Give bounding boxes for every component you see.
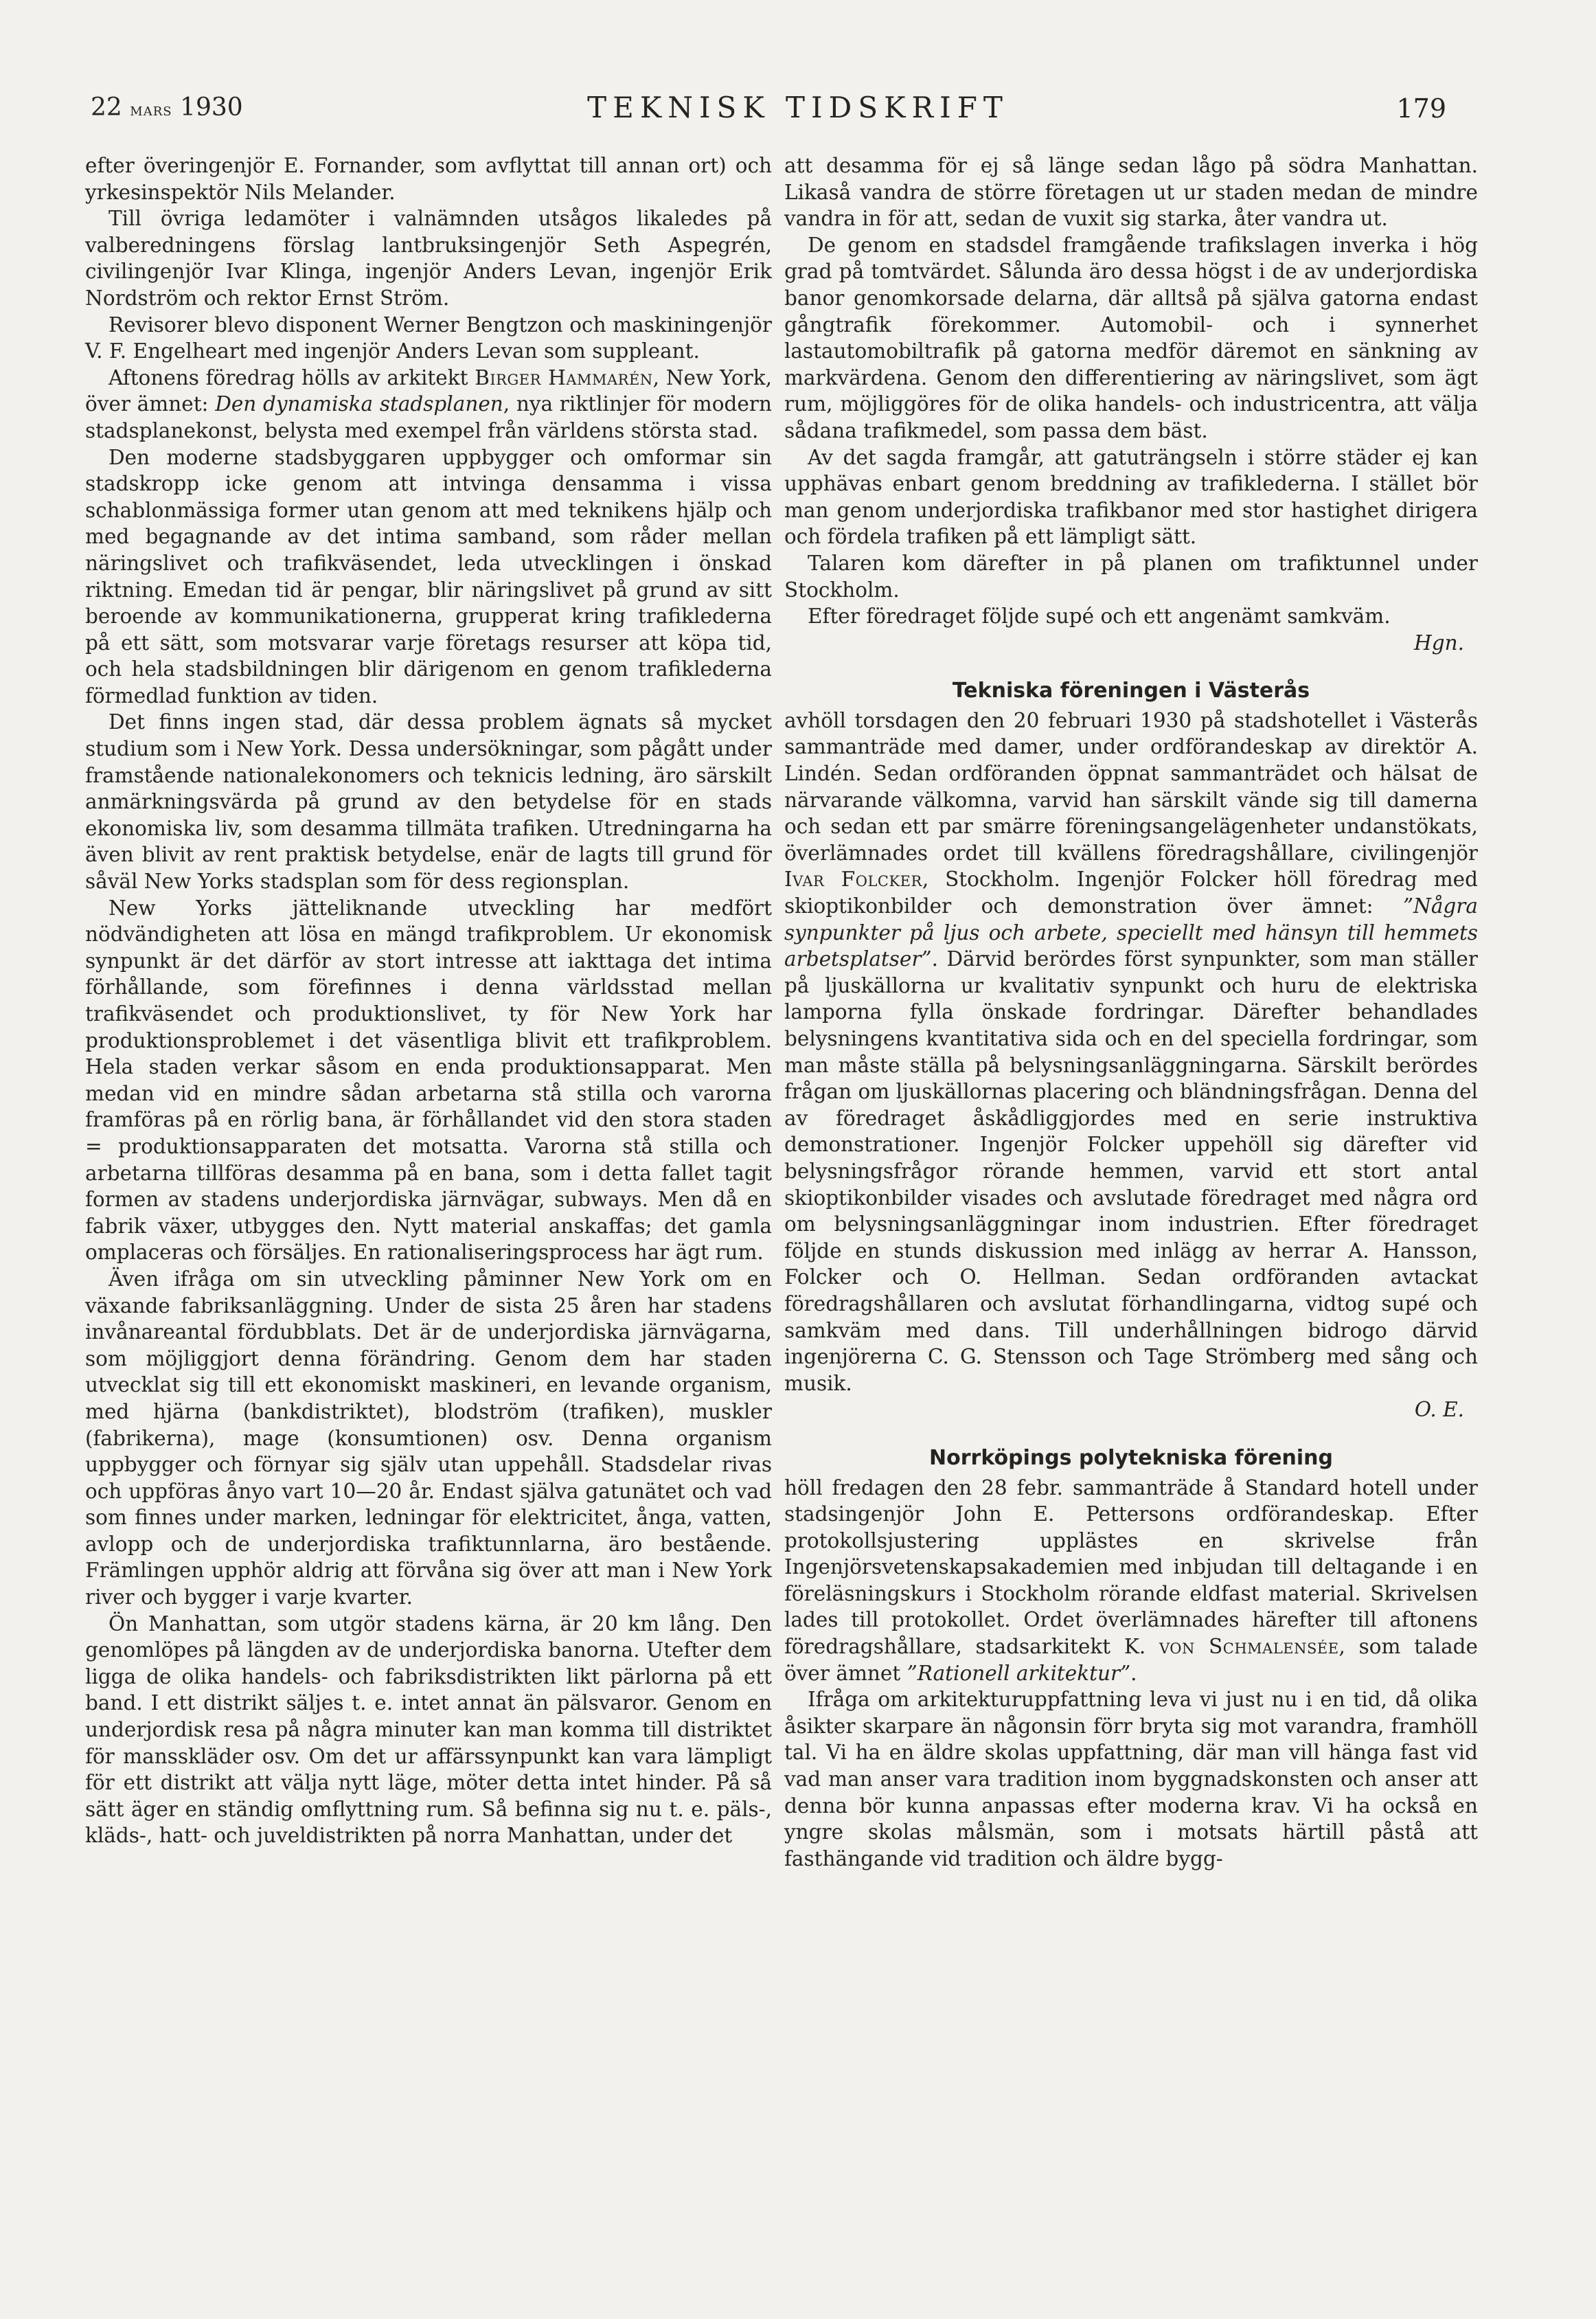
paragraph: Även ifråga om sin utveckling påminner New York om en växande fabriksanläggning. Under de sista 25 åren har stadens invånareantal fördubblats. Det är de underjordiska järnvägarna, som möjliggjort denna förändring. Genom dem har staden utvecklat sig till ett ekonomiskt maskineri, en levande organism, med hjärna (bankdistriktet), blodström (trafiken), muskler (fabrikerna), mage (konsumtionen) osv. Denna organism uppbygger och förnyar sig själv utan uppehåll. Stadsdelar rivas och uppföras ånyo vart 10—20 år. Endast själva gatunätet och vad som finnes under marken, ledningar för elektricitet, ånga, vatten, avlopp och de underjordiska trafiktunnlarna, äro bestående. Främlingen upphör aldrig att förvåna sig över att man i New York river och bygger i varje kvarter. bbox=[85, 1267, 772, 1609]
speaker-name: von Schmalensée bbox=[1159, 1635, 1339, 1659]
paragraph: Ifråga om arkitekturuppfattning leva vi just nu i en tid, då olika åsikter skarpare än någonsin förr bryta sig mot varandra, framhöll tal. Vi ha en äldre skolas uppfattning, där man vill hänga fast vid vad man anser vara tradition inom byggnadskonsten och anser att denna bör kunna anpassas efter moderna krav. Vi ha också en yngre skolas målsmän, som i motsats härtill påstå att fasthängande vid tradition och äldre bygg- bbox=[784, 1688, 1478, 1870]
paragraph: Ön Manhattan, som utgör stadens kärna, är 20 km lång. Den genomlöpes på längden av de underjordiska banorna. Utefter dem ligga de olika handels- och fabriksdistrikten likt pärlorna på ett band. I ett distrikt säljes t. e. intet annat än pälsvaror. Genom en underjordisk resa på några minuter kan man komma till distriktet för mansskläder osv. Om det ur affärssynpunkt kan vara lämpligt för ett distrikt att välja nytt läge, möter detta intet hinder. På så sätt äger en ständig omflyttning rum. Så befinna sig nu t. e. päls-, kläds-, hatt- och juveldistrikten på norra Manhattan, under det bbox=[85, 1611, 772, 1848]
paragraph: New Yorks jätteliknande utveckling har medfört nödvändigheten att lösa en mängd trafikproblem. Ur ekonomisk synpunkt är det därför av stort intresse att iakttaga det intima förhållande, som förefinnes i denna världsstad mellan trafikväsendet och produktionslivet, ty för New York har produktionsproblemet i det väsentliga blivit ett trafikproblem. Hela staden verkar såsom en enda produktionsapparat. Men medan vid en mindre sådan arbetarna stå stilla och varorna framföras på en rörlig bana, är förhållandet vid den stora staden = produktionsapparaten det motsatta. Varorna stå stilla och arbetarna tillföras desamma på en bana, som i detta fallet tagit formen av stadens underjordiska järnvägar, subways. Men då en fabrik växer, utbygges den. Nytt material anskaffas; det gamla omplaceras och försäljes. En rationaliseringsprocess har ägt rum. bbox=[85, 896, 772, 1265]
paragraph: Av det sagda framgår, att gatuträngseln i större städer ej kan upphävas enbart genom breddning av trafiklederna. I stället bör man genom underjordiska trafikbanor med stor hastighet dirigera och fördela trafiken på ett lämpligt sätt. bbox=[784, 445, 1478, 549]
issue-month: mars bbox=[130, 100, 172, 120]
paragraph: Revisorer blevo disponent Werner Bengtzon och maskiningenjör V. F. Engelheart med ingenjör Anders Levan som suppleant. bbox=[85, 313, 772, 363]
lecture-title: ”Några synpunkter på ljus och arbete, speciellt med hänsyn till hemmets arbetsplatser” bbox=[784, 894, 1478, 971]
section-heading-norrkoping: Norrköpings polytekniska förening bbox=[929, 1445, 1333, 1470]
page-header bbox=[0, 88, 1596, 136]
lecture-title: ”Rationell arkitektur” bbox=[907, 1661, 1131, 1685]
lecture-title: Den dynamiska stadsplanen bbox=[215, 392, 503, 416]
section-heading-vasteras: Tekniska föreningen i Västerås bbox=[952, 679, 1310, 703]
paragraph: Efter föredraget följde supé och ett angenämt samkväm. bbox=[808, 604, 1391, 629]
signature: O. E. bbox=[1414, 1398, 1464, 1422]
right-column bbox=[784, 152, 1478, 1872]
speaker-name: Birger Hammarén bbox=[475, 365, 653, 389]
left-column bbox=[85, 152, 772, 1849]
speaker-name: Ivar Folcker bbox=[784, 868, 922, 892]
issue-date: 22 mars 1930 bbox=[91, 93, 243, 122]
paragraph: De genom en stadsdel framgående trafikslagen inverka i hög grad på tomtvärdet. Sålunda äro dessa högst i de av underjordiska banor genomkorsade delarna, där alltså på själva gatorna endast gångtrafik förekommer. Automobil- och i synnerhet lastautomobiltrafik på gatorna medför däremot en sänkning av markvärdena. Genom den differentiering av näringslivet, som ägt rum, möjliggöres för de olika handels- och industricentra, att välja sådana trafikmedel, som passa dem bäst. bbox=[784, 233, 1478, 442]
signature: Hgn. bbox=[1414, 631, 1464, 655]
journal-title: TEKNISK TIDSKRIFT bbox=[587, 91, 1009, 124]
page-number: 179 bbox=[1396, 93, 1446, 124]
paragraph: Talaren kom därefter in på planen om trafiktunnel under Stockholm. bbox=[784, 551, 1478, 602]
paragraph: att desamma för ej så länge sedan lågo på södra Manhattan. Likaså vandra de större företagen ut ur staden medan de mindre vandra in för att, sedan de vuxit sig starka, åter vandra ut. bbox=[784, 154, 1478, 231]
paragraph: Den moderne stadsbyggaren uppbygger och omformar sin stadskropp icke genom att intvinga densamma i vissa schablonmässiga former utan genom att med teknikens hjälp och med begagnande av det intima samband, som råder mellan näringslivet och trafikväsendet, leda utvecklingen i önskad riktning. Emedan tid är pengar, blir näringslivet på grund av sitt beroende av kommunikationerna, grupperat kring trafiklederna på ett sätt, som motsvarar varje företags resurser att köpa tid, och hela stadsbildningen blir därigenom en genom trafiklederna förmedlad funktion av tiden. bbox=[85, 445, 772, 708]
paragraph: Det finns ingen stad, där dessa problem ägnats så mycket studium som i New York. Dessa undersökningar, som pågått under framstående nationalekonomers och teknicis ledning, äro särskilt anmärkningsvärda på grund av den betydelse för en stads ekonomiska liv, som desamma tillmäta trafiken. Utredningarna ha även blivit av rent praktisk betydelse, enär de lagts till grund för såväl New Yorks stadsplan som för dess regionsplan. bbox=[85, 710, 772, 894]
paragraph: höll fredagen den 28 febr. sammanträde å Standard hotell under stadsingenjör John E. Pettersons ordförandeskap. Efter protokollsjustering upplästes en skrivelse från Ingenjörsvetenskapsakademien med inbjudan till deltagande i en föreläsningskurs i Stockholm rörande eldfast material. Skrivelsen lades till protokollet. Ordet överlämnades härefter till aftonens föredragshållare, stadsarkitekt K. von Schmalensée, som talade över ämnet ”Rationell arkitektur”. bbox=[784, 1475, 1479, 1685]
paragraph: Till övriga ledamöter i valnämnden utsågos likaledes på valberedningens förslag lantbruksingenjör Seth Aspegrén, civilingenjör Ivar Klinga, ingenjör Anders Levan, ingenjör Erik Nordström och rektor Ernst Ström. bbox=[85, 207, 772, 310]
lecture-paragraph: Aftonens föredrag hölls av arkitekt Birger Hammarén, New York, över ämnet: Den dynamiska stadsplanen, nya riktlinjer för modern stadsplanekonst, belysta med exempel från världens största stad. bbox=[85, 365, 772, 442]
paragraph: efter överingenjör E. Fornander, som avflyttat till annan ort) och yrkesinspektör Nils Melander. bbox=[85, 154, 772, 204]
paragraph: avhöll torsdagen den 20 februari 1930 på stadshotellet i Västerås sammanträde med damer, under ordförandeskap av direktör A. Lindén. Sedan ordföranden öppnat sammanträdet och hälsat de närvarande välkomna, varvid han särskilt vände sig till damerna och sedan ett par smärre föreningsangelägenheter undanstökats, överlämnades ordet till kvällens föredragshållare, civilingenjör Ivar Folcker, Stockholm. Ingenjör Folcker höll föredrag med skioptikonbilder och demonstration över ämnet: ”Några synpunkter på ljus och arbete, speciellt med hänsyn till hemmets arbetsplatser”. Därvid berördes först synpunkter, som man ställer på ljuskällorna ur kvalitativ synpunkt och huru de elektriska lamporna fylla önskade fordringar. Därefter behandlades belysningens kvantitativa sida och en del speciella fordringar, som man måste ställa på belysningsanläggningarna. Särskilt berördes frågan om ljuskällornas placering och bländningsfrågan. Denna del av föredraget åskådliggjordes med en serie instruktiva demonstrationer. Ingenjör Folcker uppehöll sig därefter vid belysningsfrågor rörande hemmen, varvid ett stort antal skioptikonbilder visades och avslutade föredraget med några ord om belysningsanläggningar inom industrien. Efter föredraget följde en stunds diskussion med inlägg av herrar A. Hansson, Folcker och O. Hellman. Sedan ordföranden avtackat föredragshållaren och avslutat förhandlingarna, vidtog supé och samkväm med dans. Till underhållningen bidrogo därvid ingenjörerna C. G. Stensson och Tage Strömberg med sång och musik. bbox=[784, 708, 1479, 1395]
